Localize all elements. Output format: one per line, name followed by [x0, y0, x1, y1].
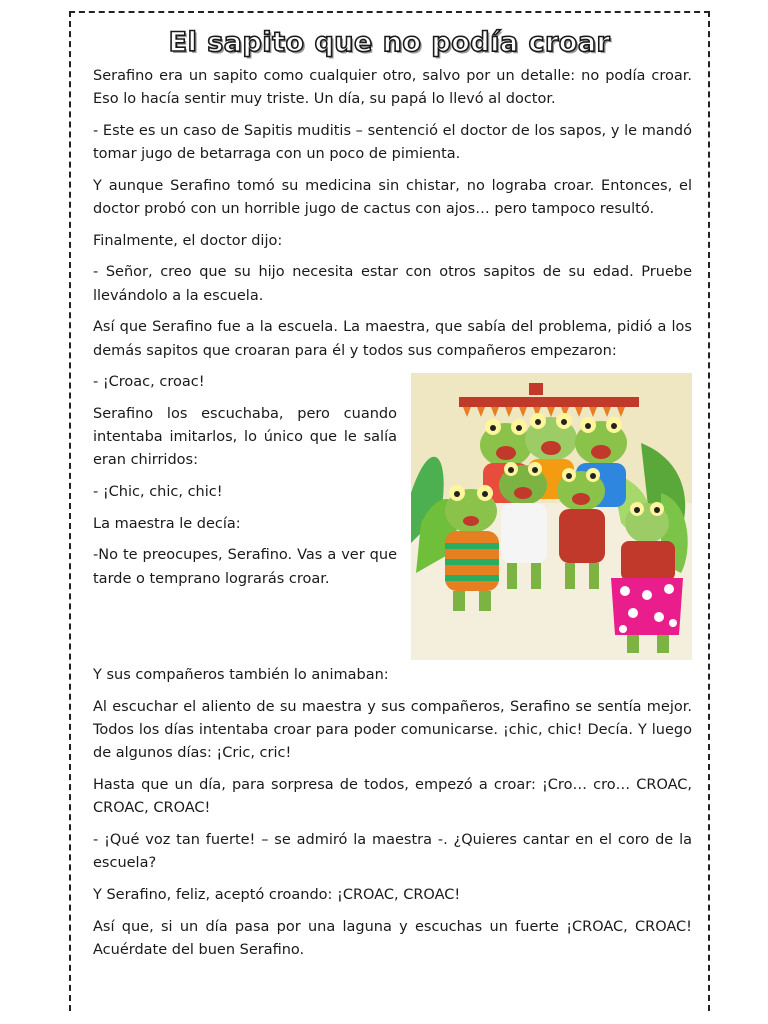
paragraph: Al escuchar el aliento de su maestra y sus compañeros, Serafino se sentía mejor. Todos los días intentaba croar para poder comunicarse. ¡chic, chic! Decía. Y luego de algunos días: ¡Cric, cric!	[93, 698, 692, 762]
illustrated-section	[93, 371, 692, 664]
paragraph: Y aunque Serafino tomó su medicina sin chistar, no lograba croar. Entonces, el doctor probó con un horrible jugo de cactus con ajos… pero tampoco resultó.	[93, 177, 692, 218]
story-body	[93, 65, 692, 970]
paragraph: - ¡Croac, croac!	[93, 374, 205, 391]
paragraph: Hasta que un día, para sorpresa de todos, empezó a croar: ¡Cro… cro… CROAC, CROAC, CROAC!	[93, 777, 692, 817]
paragraph: La maestra le decía:	[93, 515, 241, 532]
frogs-picture	[411, 373, 692, 660]
paragraph: Finalmente, el doctor dijo:	[93, 232, 283, 249]
paragraph: - Este es un caso de Sapitis muditis – sentenció el doctor de los sapos, y le mandó tomar jugo de betarraga con un poco de pimienta.	[93, 122, 692, 163]
paragraph: - ¡Chic, chic, chic!	[93, 484, 223, 501]
paragraph: Así que Serafino fue a la escuela. La maestra, que sabía del problema, pidió a los demás sapitos que croaran para él y todos sus compañeros empezaron:	[93, 319, 692, 359]
paragraph: -No te preocupes, Serafino. Vas a ver que tarde o temprano lograrás croar.	[93, 547, 397, 587]
paragraph: - Señor, creo que su hijo necesita estar con otros sapitos de su edad. Pruebe llevándolo a la escuela.	[93, 264, 692, 304]
paragraph: - ¡Qué voz tan fuerte! – se admiró la maestra -. ¿Quieres cantar en el coro de la escuela?	[93, 831, 692, 872]
paragraph: Serafino los escuchaba, pero cuando intentaba imitarlos, lo único que le salía eran chirridos:	[93, 405, 397, 469]
paragraph: Serafino era un sapito como cualquier otro, salvo por un detalle: no podía croar. Eso lo hacía sentir muy triste. Un día, su papá lo llevó al doctor.	[93, 68, 692, 108]
story-title: El sapito que no podía croar	[168, 27, 611, 58]
paragraph: Y Serafino, feliz, aceptó croando: ¡CROAC, CROAC!	[93, 886, 461, 903]
worksheet-page	[69, 11, 710, 1011]
paragraph: Y sus compañeros también lo animaban:	[93, 667, 389, 684]
frog-class-illustration	[411, 373, 692, 660]
paragraph: Así que, si un día pasa por una laguna y escuchas un fuerte ¡CROAC, CROAC! Acuérdate del buen Serafino.	[93, 918, 692, 958]
